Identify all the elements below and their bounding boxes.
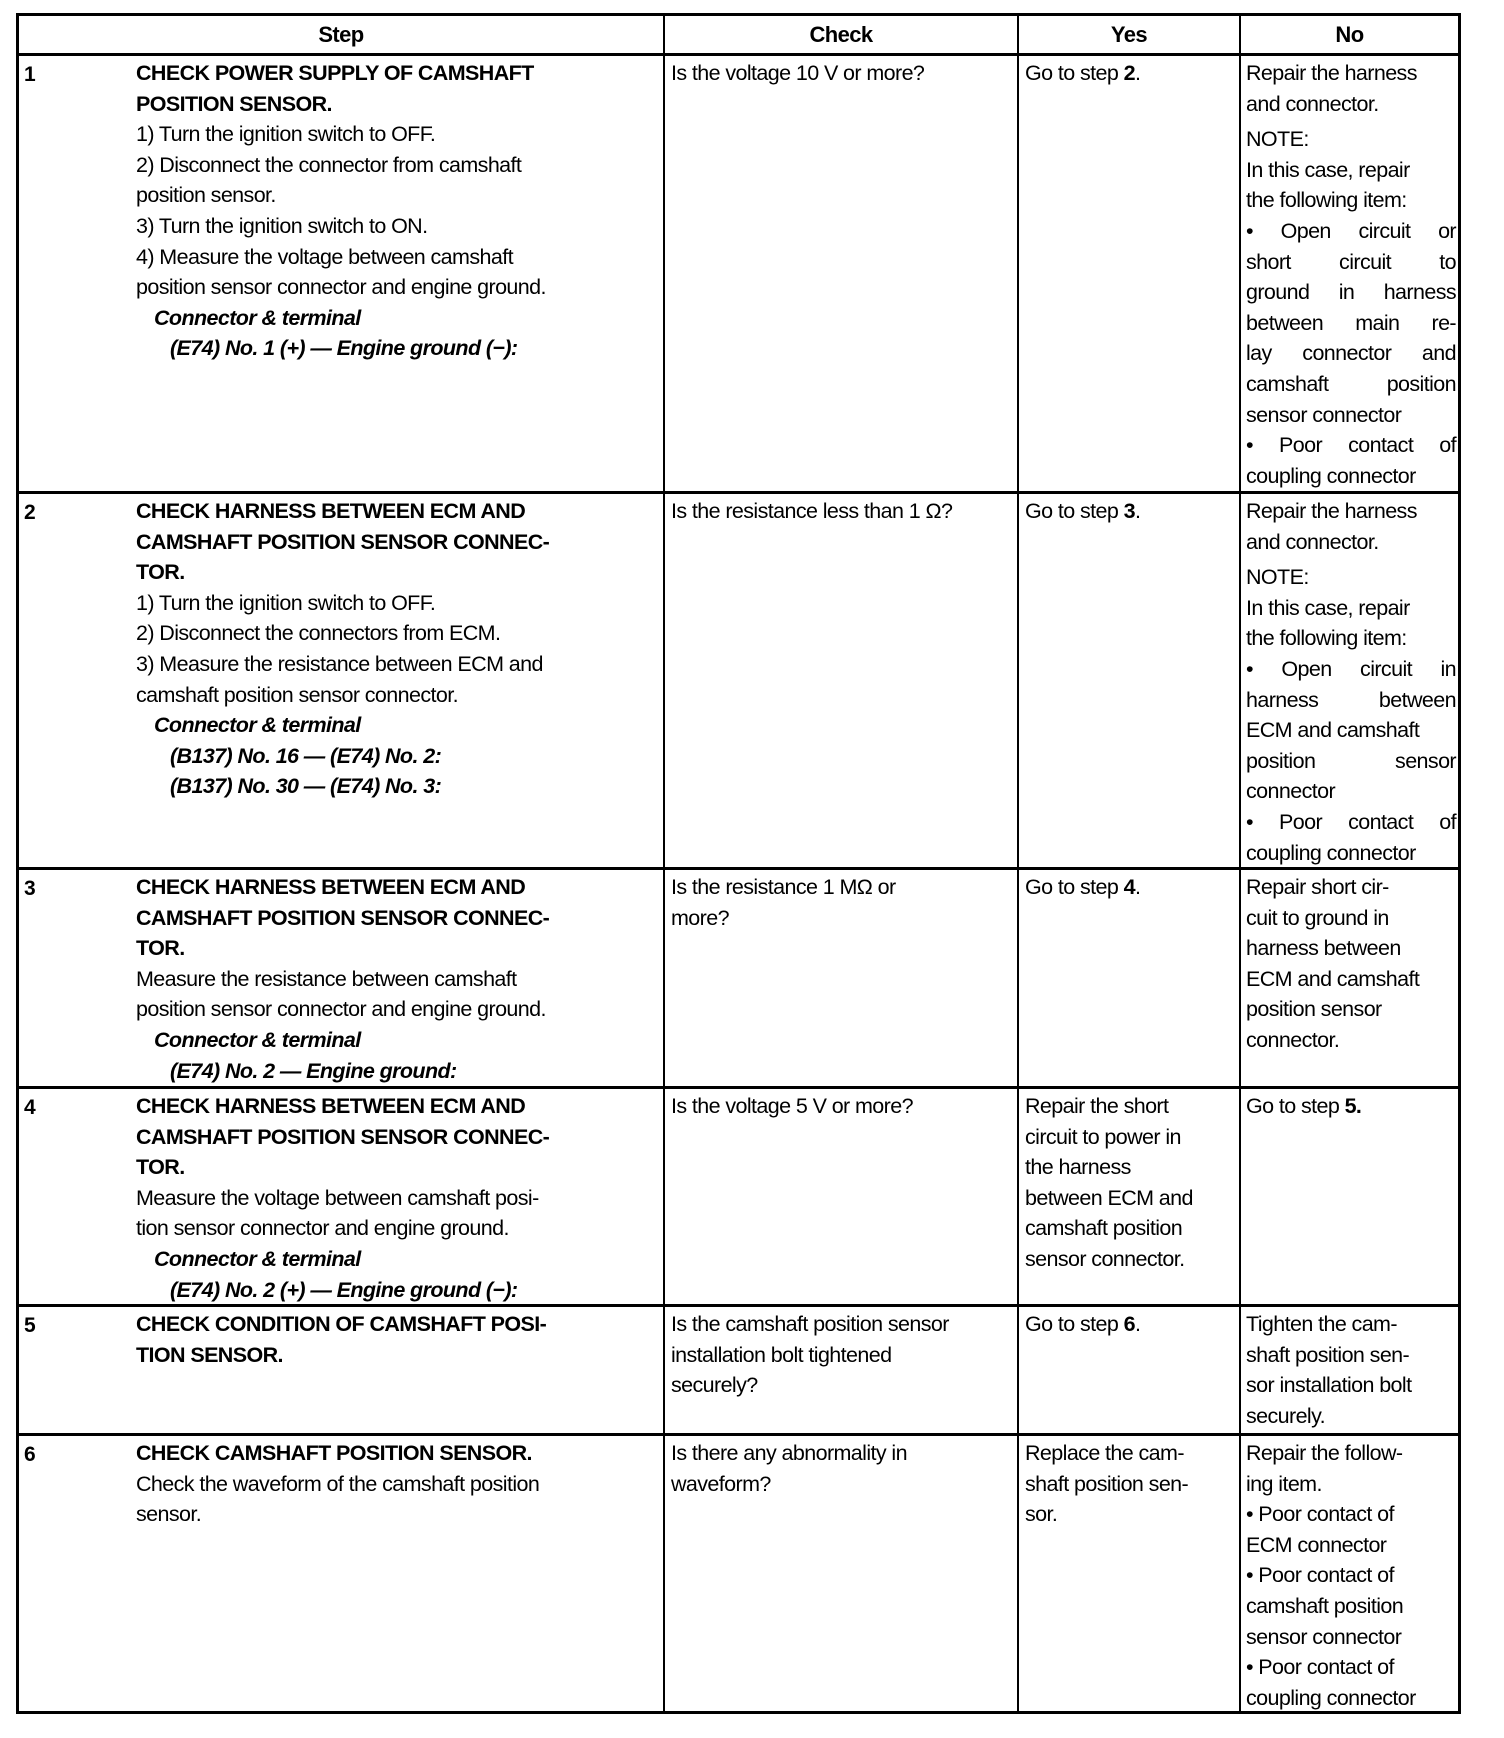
check-text: installation bolt tightened: [671, 1342, 892, 1367]
no-text: connector.: [1246, 1027, 1340, 1052]
check-text: Is there any abnormality in: [671, 1441, 907, 1465]
no-bullet: • Poor contact of: [1246, 1563, 1394, 1588]
go-to-step-number[interactable]: 5.: [1344, 1094, 1362, 1118]
step-number: 5: [24, 1314, 36, 1337]
check-text: more?: [671, 905, 729, 930]
no-text: and connector.: [1246, 529, 1379, 554]
step-title: CHECK HARNESS BETWEEN ECM AND: [136, 1094, 526, 1118]
no-text: and connector.: [1246, 91, 1379, 116]
step-instruction: position sensor.: [136, 183, 276, 208]
no-text: Repair the harness: [1246, 61, 1417, 85]
step-instruction: 3) Measure the resistance between ECM and: [136, 651, 543, 676]
row-divider: [19, 867, 1458, 870]
header-check: Check: [809, 22, 873, 47]
connector-terminal: (E74) No. 1 (+) — Engine ground (−):: [170, 336, 518, 361]
step-instruction: position sensor connector and engine ground.: [136, 275, 546, 300]
step-title: CHECK HARNESS BETWEEN ECM AND: [136, 875, 526, 899]
go-to-text: Go to step: [1025, 875, 1124, 899]
step-instruction: Check the waveform of the camshaft position: [136, 1471, 540, 1496]
step-title: TOR.: [136, 1155, 185, 1180]
column-divider: [1239, 16, 1241, 1711]
connector-label: Connector & terminal: [154, 1027, 361, 1052]
step-title: CHECK POWER SUPPLY OF CAMSHAFT: [136, 61, 534, 85]
go-to-step-number[interactable]: 4: [1123, 875, 1135, 899]
step-instruction: camshaft position sensor connector.: [136, 682, 458, 707]
step-title: TOR.: [136, 936, 185, 961]
no-bullet: • Poor contact of: [1246, 1655, 1394, 1680]
connector-terminal: (B137) No. 30 — (E74) No. 3:: [170, 774, 442, 799]
step-title: TOR.: [136, 560, 185, 585]
yes-text: circuit to power in: [1025, 1124, 1181, 1149]
check-question: Is the voltage 5 V or more?: [671, 1094, 913, 1118]
check-question: [671, 872, 1017, 933]
step-title: CAMSHAFT POSITION SENSOR CONNEC-: [136, 529, 550, 554]
yes-text: Replace the cam-: [1025, 1441, 1184, 1465]
step-title: CAMSHAFT POSITION SENSOR CONNEC-: [136, 1124, 550, 1149]
step-title: CHECK CAMSHAFT POSITION SENSOR.: [136, 1441, 532, 1465]
note-label: NOTE:: [1246, 127, 1309, 152]
step-title: CAMSHAFT POSITION SENSOR CONNEC-: [136, 905, 550, 930]
no-bullet: • Poor contact of: [1246, 433, 1456, 458]
step-instruction: 3) Turn the ignition switch to ON.: [136, 213, 428, 238]
go-to-text: Go to step: [1246, 1094, 1345, 1118]
no-bullet: • Open circuit or: [1246, 218, 1456, 243]
no-action: [1246, 496, 1456, 868]
no-action: [1246, 58, 1456, 491]
step-instruction: sensor.: [136, 1502, 202, 1527]
no-text: sensor connector: [1246, 402, 1402, 427]
check-question: [671, 1309, 1017, 1401]
check-question: Is the resistance less than 1 Ω?: [671, 499, 953, 523]
connector-label: Connector & terminal: [154, 305, 361, 330]
yes-action: [1025, 496, 1237, 527]
no-text: ECM connector: [1246, 1532, 1387, 1557]
go-to-suffix: .: [1134, 1312, 1141, 1336]
row-divider: [19, 1086, 1458, 1089]
go-to-text: Go to step: [1025, 1312, 1124, 1336]
yes-text: sensor connector.: [1025, 1246, 1185, 1271]
no-text: connector: [1246, 779, 1336, 804]
step-number: 4: [24, 1096, 36, 1119]
yes-action: [1025, 1309, 1237, 1340]
no-bullet: • Poor contact of: [1246, 809, 1456, 834]
check-text: waveform?: [671, 1471, 771, 1496]
no-text: ground in harness: [1246, 280, 1456, 305]
column-divider: [1017, 16, 1019, 1711]
no-text: short circuit to: [1246, 249, 1456, 274]
no-text: the following item:: [1246, 626, 1407, 651]
step-description: [136, 872, 661, 1086]
no-text: position sensor: [1246, 748, 1456, 773]
yes-text: between ECM and: [1025, 1185, 1193, 1210]
no-text: sensor connector: [1246, 1624, 1402, 1649]
no-text: Repair the follow-: [1246, 1441, 1403, 1465]
go-to-step-number[interactable]: 3: [1123, 499, 1135, 523]
no-text: ing item.: [1246, 1471, 1322, 1496]
step-instruction: Measure the voltage between camshaft posi-: [136, 1185, 539, 1210]
column-divider: [663, 16, 665, 1711]
check-question: [671, 1438, 1017, 1499]
row-divider: [19, 1433, 1458, 1436]
no-text: camshaft position: [1246, 1593, 1404, 1618]
check-text: Is the camshaft position sensor: [671, 1312, 949, 1336]
step-number: 1: [24, 63, 36, 86]
yes-action: [1025, 58, 1237, 89]
yes-text: the harness: [1025, 1155, 1131, 1180]
step-instruction: 1) Turn the ignition switch to OFF.: [136, 122, 436, 147]
no-text: In this case, repair: [1246, 157, 1410, 182]
go-to-text: Go to step: [1025, 499, 1124, 523]
connector-terminal: (E74) No. 2 (+) — Engine ground (−):: [170, 1277, 518, 1302]
step-instruction: 4) Measure the voltage between camshaft: [136, 244, 513, 269]
no-text: cuit to ground in: [1246, 905, 1389, 930]
no-text: securely.: [1246, 1403, 1326, 1428]
step-number: 6: [24, 1443, 36, 1466]
step-instruction: 2) Disconnect the connectors from ECM.: [136, 621, 501, 646]
check-text: securely?: [671, 1373, 758, 1398]
no-bullet: • Open circuit in: [1246, 656, 1456, 681]
go-to-step-number[interactable]: 6: [1123, 1312, 1135, 1336]
no-text: harness between: [1246, 687, 1456, 712]
go-to-text: Go to step: [1025, 61, 1124, 85]
no-text: coupling connector: [1246, 1685, 1416, 1710]
note-label: NOTE:: [1246, 565, 1309, 590]
row-divider: [19, 491, 1458, 494]
no-text: between main re-: [1246, 310, 1456, 335]
step-instruction: 1) Turn the ignition switch to OFF.: [136, 590, 436, 615]
no-text: lay connector and: [1246, 341, 1456, 366]
no-action: [1246, 872, 1456, 1056]
go-to-step-number[interactable]: 2: [1123, 61, 1135, 85]
no-text: coupling connector: [1246, 463, 1416, 488]
step-title: CHECK HARNESS BETWEEN ECM AND: [136, 499, 526, 523]
connector-terminal: (E74) No. 2 — Engine ground:: [170, 1058, 457, 1083]
header-no: No: [1335, 22, 1364, 47]
header-step: Step: [318, 22, 364, 47]
step-description: [136, 496, 661, 802]
yes-action: [1025, 1438, 1237, 1530]
step-title: POSITION SENSOR.: [136, 91, 332, 116]
step-description: [136, 1438, 661, 1530]
step-description: [136, 1309, 661, 1370]
step-instruction: tion sensor connector and engine ground.: [136, 1216, 509, 1241]
connector-label: Connector & terminal: [154, 713, 361, 738]
no-action: [1246, 1309, 1456, 1431]
yes-text: sor.: [1025, 1502, 1058, 1527]
no-text: camshaft position: [1246, 371, 1456, 396]
yes-action: [1025, 872, 1237, 903]
step-instruction: 2) Disconnect the connector from camshaft: [136, 152, 522, 177]
go-to-suffix: .: [1134, 499, 1141, 523]
step-description: [136, 1091, 661, 1305]
go-to-suffix: .: [1134, 61, 1141, 85]
step-instruction: Measure the resistance between camshaft: [136, 966, 517, 991]
no-text: sor installation bolt: [1246, 1373, 1412, 1398]
no-text: ECM and camshaft: [1246, 718, 1420, 743]
no-text: In this case, repair: [1246, 595, 1410, 620]
yes-text: shaft position sen-: [1025, 1471, 1189, 1496]
step-number: 2: [24, 501, 36, 524]
diagnostic-table: [16, 13, 1461, 1714]
no-text: the following item:: [1246, 188, 1407, 213]
header-yes: Yes: [1110, 22, 1148, 47]
no-text: position sensor: [1246, 997, 1382, 1022]
step-description: [136, 58, 661, 364]
no-text: shaft position sen-: [1246, 1342, 1410, 1367]
no-text: coupling connector: [1246, 840, 1416, 865]
no-text: Repair the harness: [1246, 499, 1417, 523]
step-number: 3: [24, 877, 36, 900]
no-action: [1246, 1438, 1456, 1713]
check-text: Is the resistance 1 MΩ or: [671, 875, 896, 899]
step-title: TION SENSOR.: [136, 1342, 283, 1367]
no-text: harness between: [1246, 936, 1401, 961]
no-action: [1246, 1091, 1456, 1122]
no-text: Tighten the cam-: [1246, 1312, 1397, 1336]
connector-terminal: (B137) No. 16 — (E74) No. 2:: [170, 743, 442, 768]
yes-action: [1025, 1091, 1237, 1275]
yes-text: camshaft position: [1025, 1216, 1183, 1241]
no-bullet: • Poor contact of: [1246, 1502, 1394, 1527]
go-to-suffix: .: [1134, 875, 1141, 899]
step-instruction: position sensor connector and engine ground.: [136, 997, 546, 1022]
no-text: Repair short cir-: [1246, 875, 1389, 899]
no-text: ECM and camshaft: [1246, 966, 1420, 991]
check-question: Is the voltage 10 V or more?: [671, 61, 925, 85]
connector-label: Connector & terminal: [154, 1246, 361, 1271]
yes-text: Repair the short: [1025, 1094, 1169, 1118]
step-title: CHECK CONDITION OF CAMSHAFT POSI-: [136, 1312, 547, 1336]
